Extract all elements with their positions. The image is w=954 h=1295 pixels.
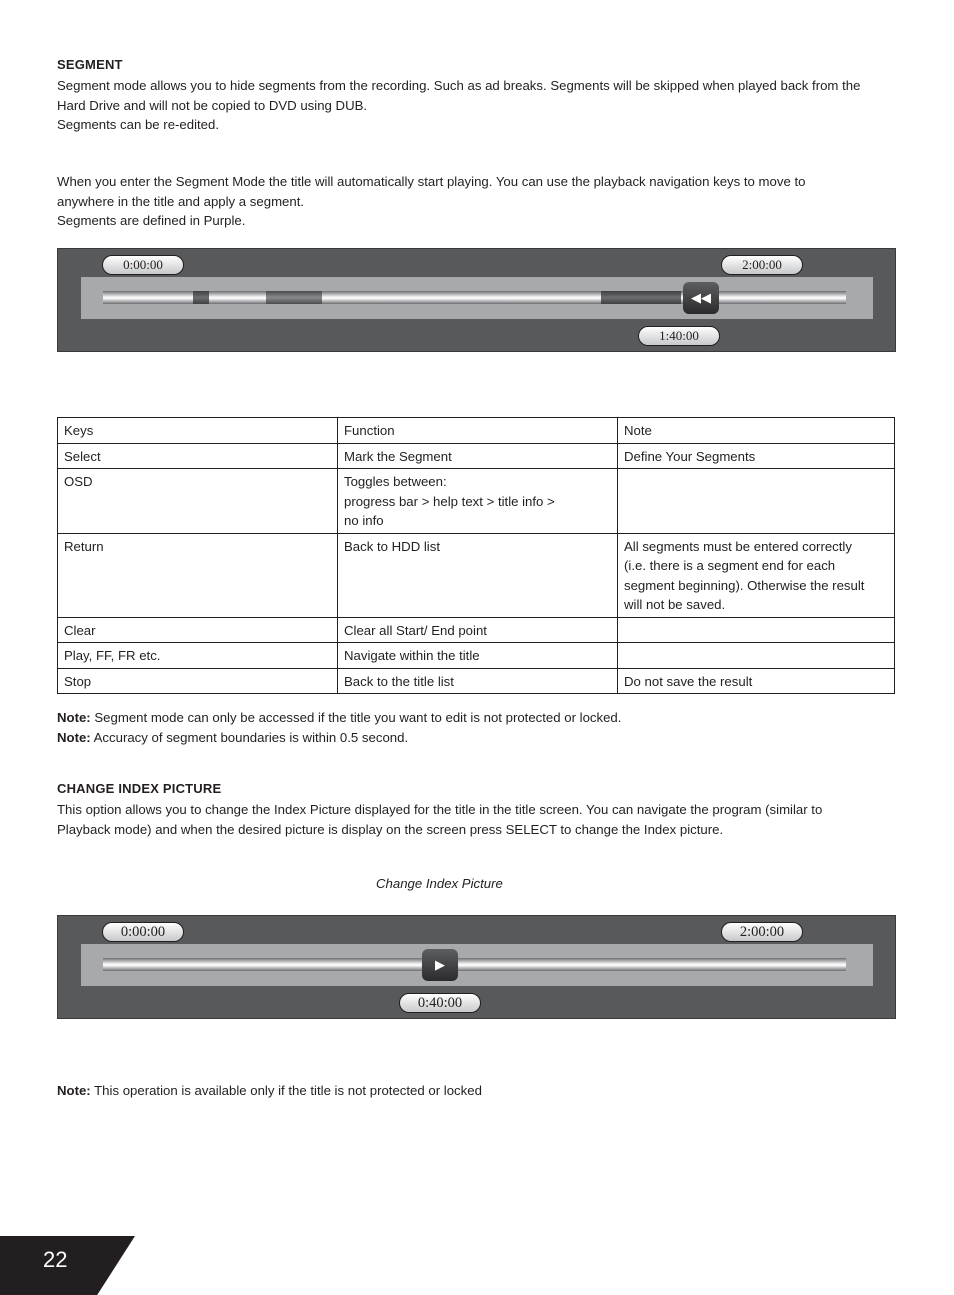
progress-track — [103, 291, 846, 304]
cell-key: OSD — [58, 469, 338, 534]
cell-function — [338, 617, 618, 643]
segment-usage-paragraph — [57, 172, 902, 231]
segment-heading: SEGMENT — [57, 57, 123, 72]
cell-note — [618, 469, 895, 534]
cell-function — [338, 533, 618, 617]
note-text: This operation is available only if the title is not protected or locked — [90, 1083, 482, 1098]
segment-marker — [601, 291, 681, 304]
cell-line: Back to HDD list — [344, 538, 440, 554]
cell-key: Play, FF, FR etc. — [58, 643, 338, 669]
cell-function — [338, 643, 618, 669]
segment-marker — [266, 291, 322, 304]
segment-intro-paragraph — [57, 76, 902, 135]
note-text: Segment mode can only be accessed if the title you want to edit is not protected or locked. — [90, 710, 622, 725]
text-line: Segments are defined in Purple. — [57, 213, 246, 228]
header-keys: Keys — [58, 418, 338, 444]
cell-line: Clear all Start/ End point — [344, 622, 487, 638]
cell-line: Define Your Segments — [624, 448, 756, 464]
current-time-label: 1:40:00 — [638, 326, 720, 346]
table-header-row — [58, 418, 895, 444]
cell-function — [338, 443, 618, 469]
rewind-icon[interactable]: ◀◀ — [683, 282, 719, 314]
page-number-tab — [0, 1236, 135, 1295]
segment-progress-panel — [57, 248, 896, 352]
change-index-heading: CHANGE INDEX PICTURE — [57, 781, 222, 796]
cell-line: Toggles between: — [344, 474, 447, 489]
progress-track — [103, 958, 846, 971]
table-row — [58, 617, 895, 643]
text-line: This option allows you to change the Index Picture displayed for the title in the title screen. You can navigate the program (similar to — [57, 802, 823, 817]
text-line: Hard Drive and will not be copied to DVD using DUB. — [57, 97, 368, 113]
cell-function — [338, 469, 618, 534]
note-label: Note: — [57, 710, 91, 725]
cell-line: Back to the title list — [344, 673, 454, 689]
cell-key: Stop — [58, 668, 338, 694]
text-line: anywhere in the title and apply a segment. — [57, 193, 305, 209]
segment-marker — [193, 291, 209, 304]
start-time-label: 0:00:00 — [102, 255, 184, 275]
table-row — [58, 533, 895, 617]
cell-note — [618, 668, 895, 694]
text-line: Segments can be re-edited. — [57, 117, 220, 132]
cell-note — [618, 443, 895, 469]
table-row — [58, 469, 895, 534]
end-time-label: 2:00:00 — [721, 922, 803, 942]
cell-note — [618, 643, 895, 669]
note-line — [57, 708, 621, 728]
current-time-label: 0:40:00 — [399, 993, 481, 1013]
cell-line: segment beginning). Otherwise the result — [624, 577, 865, 593]
start-time-label: 0:00:00 — [102, 922, 184, 942]
note-label: Note: — [57, 1083, 91, 1098]
cell-note — [618, 533, 895, 617]
progress-track-box — [81, 944, 873, 986]
note-line — [57, 728, 621, 748]
text-line: Segment mode allows you to hide segments from the recording. Such as ad breaks. Segments will be skipped when played back from the — [57, 78, 861, 93]
cell-line: Mark the Segment — [344, 448, 452, 464]
change-index-paragraph — [57, 800, 902, 839]
play-icon[interactable]: ▶ — [422, 949, 458, 981]
table-row — [58, 668, 895, 694]
header-note: Note — [618, 418, 895, 444]
cell-line: Navigate within the title — [344, 648, 480, 663]
cell-line: (i.e. there is a segment end for each — [624, 558, 836, 573]
cell-key: Select — [58, 443, 338, 469]
cell-line: no info — [344, 513, 384, 528]
figure-caption: Change Index Picture — [376, 876, 503, 891]
cell-line: Do not save the result — [624, 673, 753, 689]
index-progress-panel — [57, 915, 896, 1019]
cell-function — [338, 668, 618, 694]
final-note — [57, 1081, 482, 1101]
table-row — [58, 443, 895, 469]
table-row — [58, 643, 895, 669]
cell-key: Clear — [58, 617, 338, 643]
keys-table — [57, 417, 895, 694]
notes-block — [57, 708, 621, 747]
header-function: Function — [338, 418, 618, 444]
cell-key: Return — [58, 533, 338, 617]
page-number: 22 — [43, 1247, 68, 1272]
text-line: When you enter the Segment Mode the title will automatically start playing. You can use the playback navigation keys to move to — [57, 174, 806, 189]
cell-line: will not be saved. — [624, 597, 726, 612]
note-text: Accuracy of segment boundaries is within 0.5 second. — [90, 729, 409, 745]
end-time-label: 2:00:00 — [721, 255, 803, 275]
cell-note — [618, 617, 895, 643]
text-line: Playback mode) and when the desired picture is display on the screen press SELECT to change the Index picture. — [57, 821, 724, 837]
note-label: Note: — [57, 729, 91, 745]
progress-track-box — [81, 277, 873, 319]
cell-line: progress bar > help text > title info > — [344, 493, 555, 509]
cell-line: All segments must be entered correctly — [624, 538, 852, 554]
